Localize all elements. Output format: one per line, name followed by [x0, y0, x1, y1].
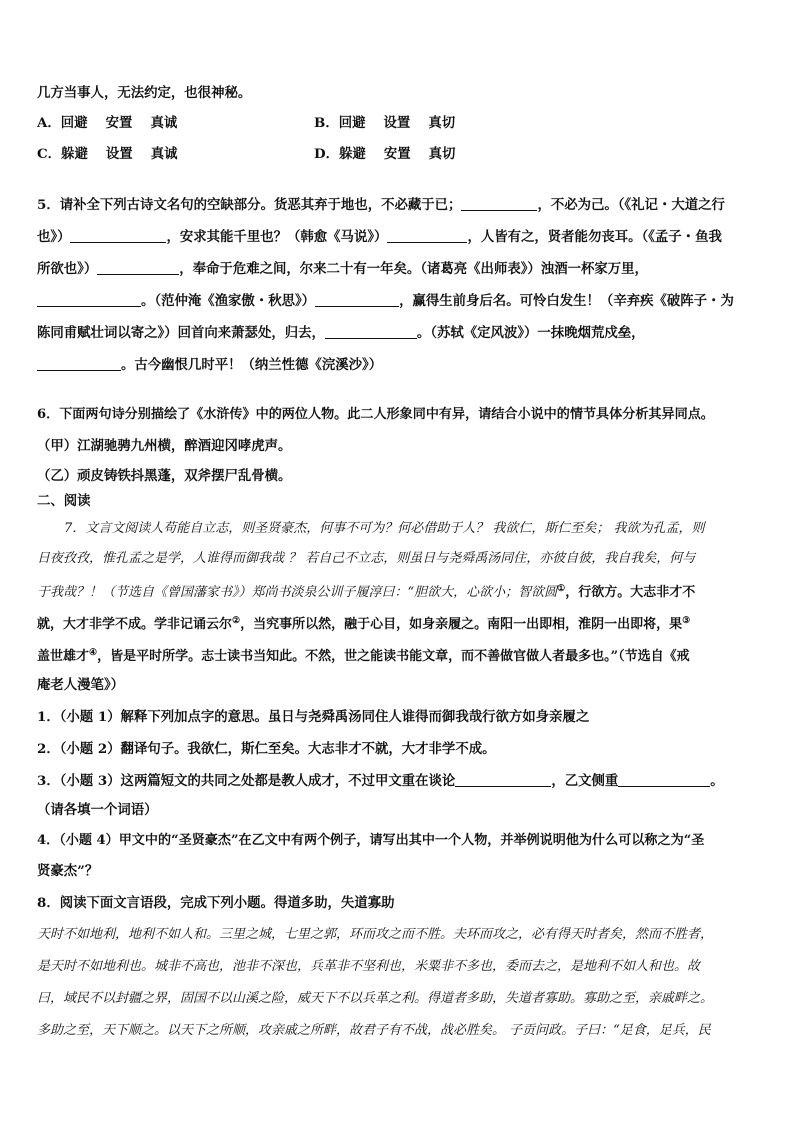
q4-option-a: A．回避 安置 真诚	[37, 115, 178, 131]
q8-text: 多助之至，天下顺之。以天下之所顺，攻亲戚之所畔，故君子有不战，战必胜矣。 子贡问政。子曰：“足食，足兵，民	[37, 1023, 711, 1038]
q5-text: ，不必为己。（《礼记・大道之行	[537, 197, 725, 213]
q8-passage-line-2	[37, 958, 700, 976]
q7-sub-1: 1．（小题 1）解释下列加点字的意思。虽日与尧舜禹汤同住人谁得而御我哉行欲方如身亲履之	[37, 709, 590, 725]
q7-text: 就，大才非学不成。学非记诵云尔	[37, 617, 233, 632]
q7-passage-line-4	[37, 612, 690, 634]
footnote-marker: ①	[557, 584, 566, 594]
q4-option-d: D．躲避 安置 真切	[314, 146, 456, 162]
fill-blank[interactable]	[70, 229, 166, 243]
q8-passage-line-4	[37, 1022, 711, 1040]
q7-text: 于我哉？！（节选自《曾国藩家书》）郑尚书淡泉公训子履淳曰：“胆欲大，心欲小；智欲圆	[37, 585, 558, 600]
fill-blank[interactable]	[315, 293, 399, 307]
q5-line-6	[37, 356, 382, 374]
fill-blank[interactable]	[37, 357, 121, 371]
q7-passage-line-2	[37, 550, 695, 568]
q4-tail: 几方当事人，无法约定，也很神秘。	[37, 85, 252, 101]
fill-blank[interactable]	[461, 197, 537, 211]
q5-text: ，赢得生前身后名。可怜白发生！（辛弃疾《破阵子・为	[399, 293, 734, 309]
q5-line-3	[37, 260, 648, 278]
footnote-marker: ②	[232, 616, 241, 626]
q7-sub-3-note: （请各填一个词语）	[37, 802, 158, 818]
q8-passage-line-1	[37, 926, 713, 944]
q5-line-5	[37, 324, 645, 342]
q7-text: ，行欲方。大志非才不	[565, 585, 696, 600]
section-heading: 二、阅读	[37, 493, 91, 509]
q7-text: ，当究事所以然，融于心目，如身亲履之。南阳一出即相，淮阴一出即将，果	[240, 617, 683, 632]
q7-text: 。	[710, 773, 724, 789]
q5-line-2	[37, 228, 722, 246]
q5-text: 5．请补全下列古诗文名句的空缺部分。货恶其弃于地也，不必藏于已；	[37, 197, 462, 213]
q7-text: 7．文言文阅读人苟能自立志，则圣贤豪杰，何事不可为？何必借助于人？ 我欲仁，斯仁至矣； 我欲为孔孟，则	[64, 521, 705, 536]
q4-option-c: C．躲避 设置 真诚	[37, 146, 178, 162]
q7-text: ，皆是平时所学。志士读书当知此。不然，世之能读书能文章，而不善做官做人者最多也。”（节选自《戒	[97, 649, 690, 664]
fill-blank[interactable]	[387, 229, 467, 243]
q7-sub-4-cont: 贤豪杰”？	[37, 863, 99, 879]
q5-line-1	[37, 196, 725, 214]
fill-blank[interactable]	[618, 773, 710, 787]
q6-poem-b: （乙）顽皮铸铁抖黑蓬，双斧摆尸乱骨横。	[37, 468, 292, 484]
q7-text: 日夜孜孜，惟孔孟之是学，人谁得而御我哉 ？ 若自己不立志，则虽日与尧舜禹汤同住，亦彼自彼，我自我矣，何与	[37, 551, 696, 566]
q7-passage-line-6: 庵老人漫笔》）	[37, 677, 125, 693]
q7-text: ，乙文侧重	[551, 773, 619, 789]
fill-blank[interactable]	[97, 261, 179, 275]
q8-text: 天时不如地利，地利不如人和。三里之城，七里之郭，环而攻之而不胜。夫环而攻之，必有得天时者矣，然而不胜者，	[37, 927, 714, 942]
fill-blank[interactable]	[37, 293, 141, 307]
q5-text: 陈同甫赋壮词以寄之》）回首向来萧瑟处，归去，	[37, 325, 325, 341]
q8-stem: 8．阅读下面文言语段，完成下列小题。得道多助，失道寡助	[37, 895, 395, 911]
q5-text: ，人皆有之，贤者能勿丧耳。（《孟子・鱼我	[467, 229, 722, 245]
q5-text: ，安求其能千里也？（韩愈《马说》）	[166, 229, 388, 245]
q7-sub-4: 4．（小题 4）甲文中的“圣贤豪杰”在乙文中有两个例子，请写出其中一个人物，并举例说明他为什么可以称之为“圣	[37, 833, 705, 848]
q5-text: 也》）	[37, 229, 71, 245]
q6-poem-a: （甲）江湖驰骋九州横，醉酒迎冈哮虎声。	[37, 438, 292, 454]
q7-passage-line-3	[37, 580, 695, 602]
footnote-marker: ③	[682, 616, 691, 626]
q7-sub-3	[37, 772, 724, 790]
q7-sub-2: 2．（小题 2）翻译句子。我欲仁，斯仁至矣。大志非才不就，大才非学不成。	[37, 741, 496, 757]
fill-blank[interactable]	[455, 773, 551, 787]
q7-text: 盖世雄才	[37, 649, 90, 664]
q7-passage-line-5	[37, 644, 690, 666]
q5-text: ，奉命于危难之间，尔来二十有一年矣。（诸葛亮《出师表》）浊酒一杯家万里，	[179, 261, 648, 277]
q6-stem: 6．下面两句诗分别描绘了《水浒传》中的两位人物。此二人形象同中有异，请结合小说中的情节具体分析其异同点。	[37, 407, 714, 422]
q5-text: 。（范仲淹《渔家傲・秋思》）	[141, 293, 316, 309]
q5-line-4	[37, 292, 734, 310]
fill-blank[interactable]	[325, 325, 417, 339]
q5-text: 所欲也》）	[37, 261, 98, 277]
q5-text: 。古今幽恨几时平！（纳兰性德《浣溪沙》）	[121, 357, 383, 373]
q8-text: 曰，域民不以封疆之界，固国不以山溪之险，威天下不以兵革之利。得道者多助，失道者寡助。寡助之至，亲戚畔之。	[37, 991, 714, 1006]
q7-passage-line-1	[64, 520, 705, 538]
q8-passage-line-3	[37, 990, 713, 1008]
footnote-marker: ④	[89, 648, 98, 658]
q7-text: 3．（小题 3）这两篇短文的共同之处都是教人成才，不过甲文重在谈论	[37, 773, 456, 789]
q5-text: 。（苏轼《定风波》）一抹晚烟荒戍垒，	[416, 325, 645, 341]
q4-option-b: B．回避 设置 真切	[314, 115, 456, 131]
q8-text: 是天时不如地利也。城非不高也，池非不深也，兵革非不坚利也，米粟非不多也，委而去之，是地利不如人和也。故	[37, 959, 701, 974]
